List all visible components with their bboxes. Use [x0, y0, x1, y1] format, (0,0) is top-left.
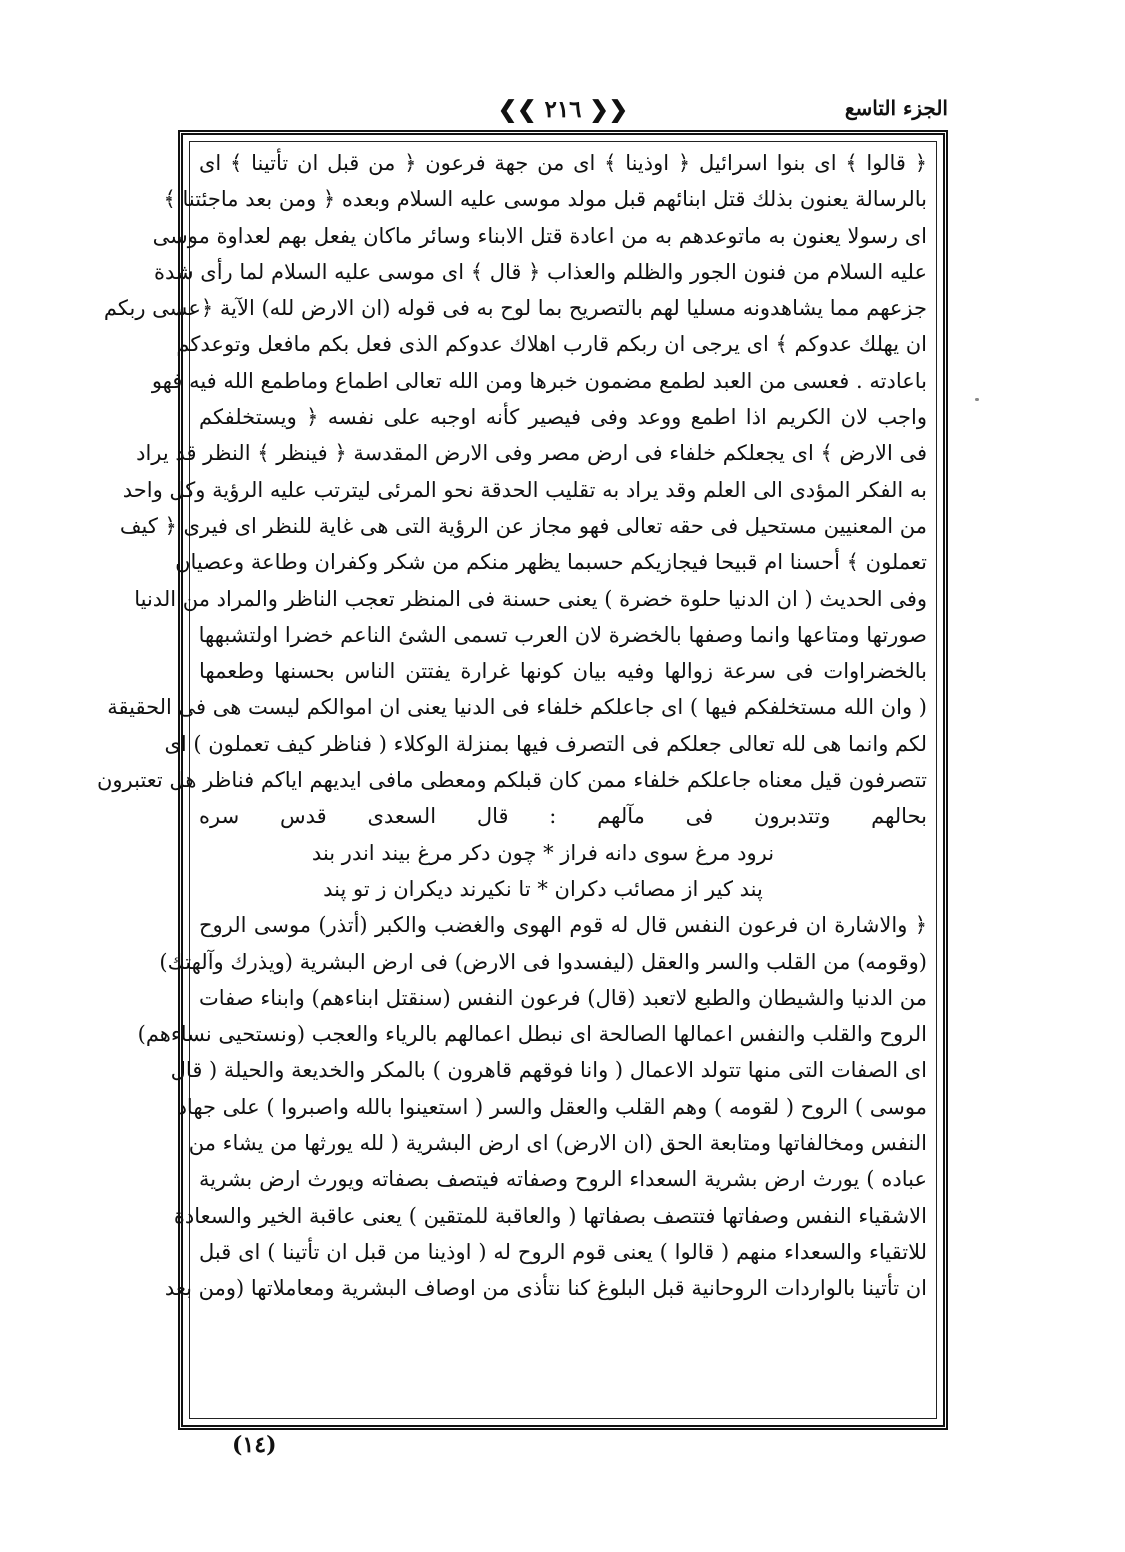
- body-text: [96, 145, 928, 1307]
- text-frame: [96, 130, 948, 1430]
- text-line: الروح والقلب والنفس اعمالها الصالحة اى نبطل اعمالهم بالرياء والعجب (ونستحيى نساءهم): [137, 1022, 927, 1047]
- text-line: وفى الحديث ( ان الدنيا حلوة خضرة ) يعنى حسنة فى المنظر تعجب الناظر والمراد من الدنيا: [134, 586, 927, 611]
- text-line: تعملون ﴾ أحسنا ام قبيحا فيجازيكم حسبما يظهر منكم من شكر وكفران وطاعة وعصيان: [175, 550, 927, 575]
- poem-line: پند كير از مصائب دكران * تا نكيرند ديكران ز تو پند: [323, 876, 763, 901]
- text-line: لكم وانما هى لله تعالى جعلكم فى التصرف فيها بمنزلة الوكلاء ( فناظر كيف تعملون ) اى: [164, 731, 927, 756]
- text-line: واجب لان الكريم اذا اطمع ووعد وفى فيصير كأنه اوجبه على نفسه ﴿ ويستخلفكم: [199, 405, 927, 430]
- page-header: [178, 96, 948, 130]
- text-line: ( وان الله مستخلفكم فيها ) اى جاعلكم خلفاء فى الدنيا يعنى ان اموالكم ليست هى فى الحقيقة: [107, 695, 927, 720]
- text-line: صورتها ومتاعها وانما وصفها بالخضرة لان العرب تسمى الشئ الناعم خضرا اولتشبهها: [198, 622, 927, 647]
- text-line: اى رسولا يعنون به ماتوعدهم به من اعادة قتل الابناء وسائر ماكان يفعل بهم لعداوة موسى: [152, 223, 927, 248]
- text-line: النفس ومخالفاتها ومتابعة الحق (ان الارض) اى ارض البشرية ( لله يورثها من يشاء من: [188, 1131, 927, 1156]
- text-line: موسى ) الروح ( لقومه ) وهم القلب والعقل والسر ( استعينوا بالله واصبروا ) على جهاد: [177, 1094, 927, 1119]
- text-line: من المعنيين مستحيل فى حقه تعالى فهو مجاز عن الرؤية التى هى غاية للنظر اى فيرى ﴿ كيف: [119, 513, 927, 538]
- text-line: عليه السلام من فنون الجور والظلم والعذاب ﴿ قال ﴾ اى موسى عليه السلام لما رأى شدة: [153, 259, 927, 284]
- text-line: ان تأتينا بالواردات الروحانية قبل البلوغ كنا نتأذى من اوصاف البشرية ومعاملاتها (ومن بعد: [164, 1276, 927, 1301]
- text-line: ان يهلك عدوكم ﴾ اى يرجى ان ربكم قارب اهلاك عدوكم الذى فعل بكم مافعل وتوعدكم: [176, 332, 927, 357]
- text-line: من الدنيا والشيطان والطبع لاتعبد (قال) فرعون النفس (سنقتل ابناءهم) وابناء صفات: [199, 985, 927, 1010]
- text-line: عباده ) يورث ارض بشرية السعداء الروح وصفاته فيتصف بصفاته ويورث ارض بشرية: [199, 1167, 927, 1192]
- text-line: به الفكر المؤدى الى العلم وقد يراد به تقليب الحدقة نحو المرئى ليترتب عليه الرؤية وكل واحد: [122, 477, 927, 502]
- text-line: اى الصفات التى منها تتولد الاعمال ( وانا فوقهم قاهرون ) بالمكر والخديعة والحيلة ( قال: [170, 1058, 927, 1083]
- part-title: الجزء التاسع: [844, 96, 948, 120]
- text-line: الاشقياء النفس وصفاتها فتتصف بصفاتها ( والعاقبة للمتقين ) يعنى عاقبة الخير والسعادة: [173, 1203, 927, 1228]
- text-line: بحالهم وتتدبرون فى مآلهم : قال السعدى قدس سره: [199, 804, 927, 829]
- page-number: ❮❮ ٢١٦ ❯❯: [497, 96, 629, 123]
- text-line: ﴿ والاشارة ان فرعون النفس قال له قوم الهوى والغضب والكبر (أتذر) موسى الروح: [199, 913, 927, 938]
- text-line: جزعهم مما يشاهدونه مسليا لهم بالتصريح بما لوح به فى قوله (ان الارض لله) الآية ﴿عسى ربكم: [103, 296, 927, 321]
- text-line: (وقومه) من القلب والسر والعقل (ليفسدوا فى الارض) فى ارض البشرية (ويذرك وآلهتك): [159, 949, 927, 974]
- signature-mark: (١٤): [232, 1432, 277, 1458]
- poem-line: نرود مرغ سوى دانه فراز * چون دكر مرغ بيند اندر بند: [311, 840, 775, 865]
- text-line: بالرسالة يعنون بذلك قتل ابنائهم قبل مولد موسى عليه السلام وبعده ﴿ ومن بعد ماجئتنا ﴾: [163, 187, 927, 212]
- text-line: بالخضراوات فى سرعة زوالها وفيه بيان كونها غرارة يفتتن الناس بحسنها وطعمها: [199, 659, 928, 684]
- text-line: للاتقياء والسعداء منهم ( قالوا ) يعنى قوم الروح له ( اوذينا من قبل ان تأتينا ) اى قبل: [199, 1239, 927, 1264]
- text-line: فى الارض ﴾ اى يجعلكم خلفاء فى ارض مصر وفى الارض المقدسة ﴿ فينظر ﴾ النظر قد يراد: [136, 441, 927, 466]
- text-line: باعادته . فعسى من العبد لطمع مضمون خبرها ومن الله تعالى اطماع وماطمع الله فيه فهو: [151, 368, 927, 393]
- text-line: ﴿ قالوا ﴾ اى بنوا اسرائيل ﴿ اوذينا ﴾ اى من جهة فرعون ﴿ من قبل ان تأتينا ﴾ اى: [199, 151, 927, 175]
- text-line: تتصرفون قيل معناه جاعلكم خلفاء ممن كان قبلكم ومعطى مافى ايديهم اياكم فناظر هل تعتبرون: [96, 768, 927, 793]
- scan-speck: [975, 398, 979, 401]
